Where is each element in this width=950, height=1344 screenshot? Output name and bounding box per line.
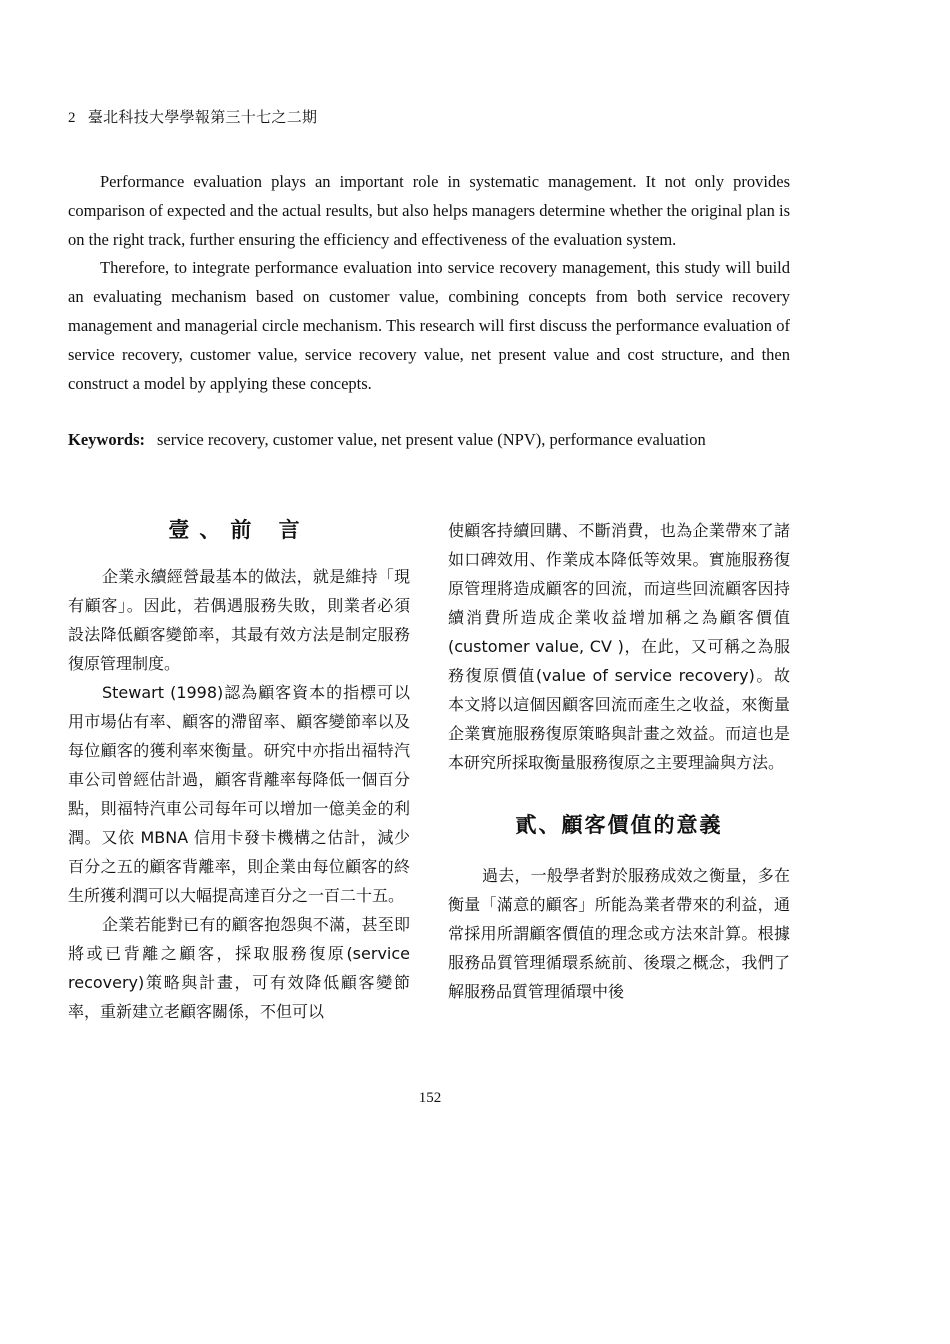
keywords-text: service recovery, customer value, net present value (NPV), performance evaluation — [157, 430, 706, 449]
right-paragraph-1: 使顧客持續回購、不斷消費，也為企業帶來了諸如口碑效用、作業成本降低等效果。實施服務復原管理將造成顧客的回流，而這些回流顧客因持續消費所造成企業收益增加稱之為顧客價值(customer value, CV )，在此，又可稱之為服務復原價值(value of service recovery)。故本文將以這個因顧客回流而產生之收益，來衡量企業實施服務復原策略與計畫之效益。而這也是本研究所採取衡量服務復原之主要理論與方法。 — [448, 521, 790, 772]
english-abstract — [68, 168, 790, 398]
section-heading-introduction: 壹、前 言 — [168, 518, 310, 542]
left-paragraph-3: 企業若能對已有的顧客抱怨與不滿，甚至即將或已背離之顧客，採取服務復原(service recovery)策略與計畫，可有效降低顧客變節率，重新建立老顧客關係，不但可以 — [68, 915, 410, 1021]
keywords-line — [68, 426, 706, 454]
left-column — [68, 512, 410, 1026]
right-paragraph-2: 過去，一般學者對於服務成效之衡量，多在衡量「滿意的顧客」所能為業者帶來的利益，通常採用所謂顧客價值的理念或方法來計算。根據服務品質管理循環系統前、後環之概念，我們了解服務品質管理循環中後 — [448, 866, 790, 1001]
left-paragraph-2: Stewart (1998)認為顧客資本的指標可以用市場佔有率、顧客的滯留率、顧客變節率以及每位顧客的獲利率來衡量。研究中亦指出福特汽車公司曾經估計過，顧客背離率每降低一個百分點，則福特汽車公司每年可以增加一億美金的利潤。又依 MBNA 信用卡發卡機構之估計，減少百分之五的顧客背離率，則企業由每位顧客的終生所獲利潤可以大幅提高達百分之一百二十五。 — [68, 683, 410, 905]
left-paragraph-1: 企業永續經營最基本的做法，就是維持「現有顧客」。因此，若偶遇服務失敗，則業者必須設法降低顧客變節率，其最有效方法是制定服務復原管理制度。 — [68, 567, 410, 673]
section-heading-customer-value: 貳、顧客價值的意義 — [515, 813, 723, 837]
right-column — [448, 516, 790, 1006]
abstract-paragraph-2: Therefore, to integrate performance evaluation into service recovery management, this study will build an evaluating mechanism based on customer value, combining concepts from both service recovery management and managerial circle mechanism. This research will first discuss the performance evaluation of service recovery, customer value, service recovery value, net present value and cost structure, and then construct a model by applying these concepts. — [68, 258, 790, 393]
header-page-number: 2 — [68, 110, 76, 126]
page-number: 152 — [418, 1090, 442, 1106]
abstract-paragraph-1: Performance evaluation plays an important role in systematic management. It not only provides comparison of expected and the actual results, but also helps managers determine whether the original plan is on the right track, further ensuring the efficiency and effectiveness of the evaluation system. — [68, 172, 790, 249]
running-header — [68, 106, 317, 127]
keywords-label: Keywords: — [68, 430, 145, 449]
journal-title: 臺北科技大學學報第三十七之二期 — [87, 110, 318, 126]
